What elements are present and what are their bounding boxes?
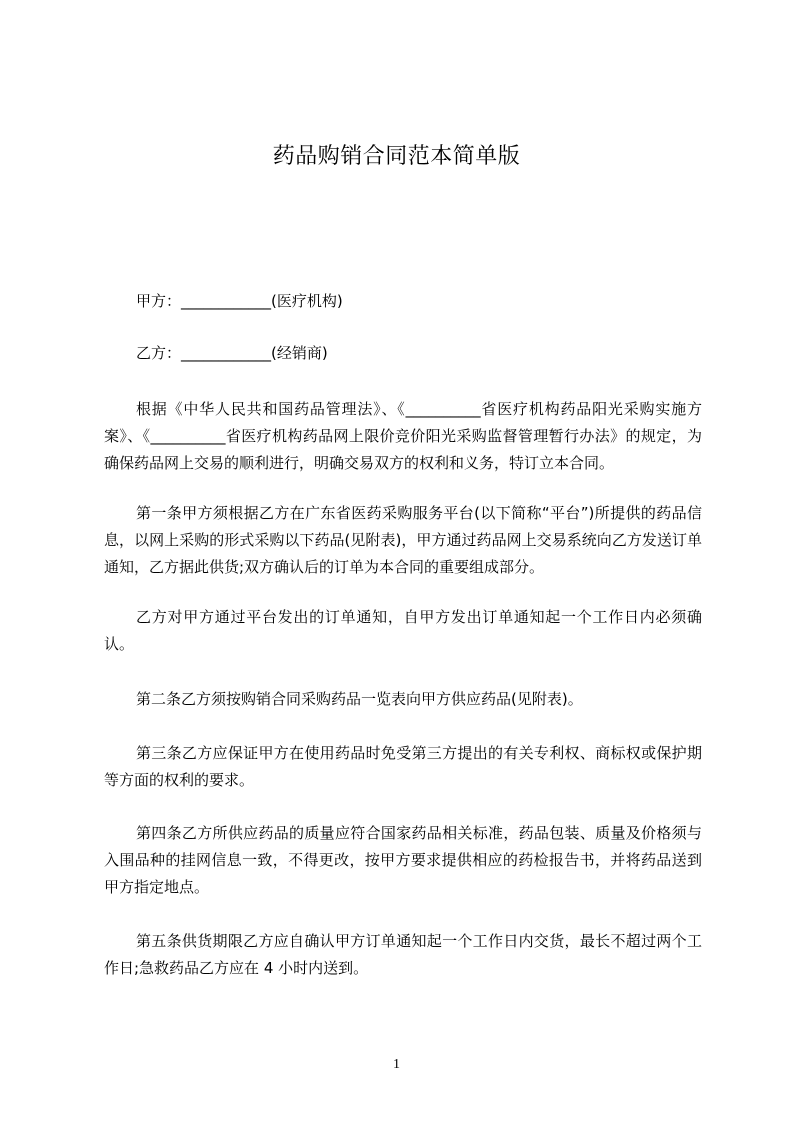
document-title: 药品购销合同范本简单版: [272, 144, 521, 169]
article-2-paragraph: 第二条乙方须按购销合同采购药品一览表向甲方供应药品(见附表)。: [136, 690, 583, 708]
party-a-line: 甲方：____________(医疗机构): [136, 292, 343, 310]
page-number: 1: [393, 1057, 400, 1072]
party-b-line: 乙方：____________(经销商): [136, 344, 328, 362]
article-5-paragraph: 第五条供货期限乙方应自确认甲方订单通知起一个工作日内交货，最长不超过两个工作日;急救药品乙方应在 4 小时内送到。: [104, 932, 702, 977]
article-1-paragraph: 第一条甲方须根据乙方在广东省医药采购服务平台(以下简称“平台”)所提供的药品信息，以网上采购的形式采购以下药品(见附表)，甲方通过药品网上交易系统向乙方发送订单通知，乙方据此供货;双方确认后的订单为本合同的重要组成部分。: [104, 504, 702, 576]
article-3-paragraph: 第三条乙方应保证甲方在使用药品时免受第三方提出的有关专利权、商标权或保护期等方面的权利的要求。: [104, 744, 702, 789]
preamble-paragraph: 根据《中华人民共和国药品管理法》、《__________省医疗机构药品阳光采购实施方案》、《__________省医疗机构药品网上限价竞价阳光采购监督管理暂行办法》的规定，为确保药品网上交易的顺利进行，明确交易双方的权利和义务，特订立本合同。: [104, 400, 702, 472]
article-4-paragraph: 第四条乙方所供应药品的质量应符合国家药品相关标准，药品包装、质量及价格须与入围品种的挂网信息一致，不得更改，按甲方要求提供相应的药检报告书，并将药品送到甲方指定地点。: [104, 824, 702, 896]
order-confirmation-paragraph: 乙方对甲方通过平台发出的订单通知，自甲方发出订单通知起一个工作日内必须确认。: [104, 608, 702, 653]
